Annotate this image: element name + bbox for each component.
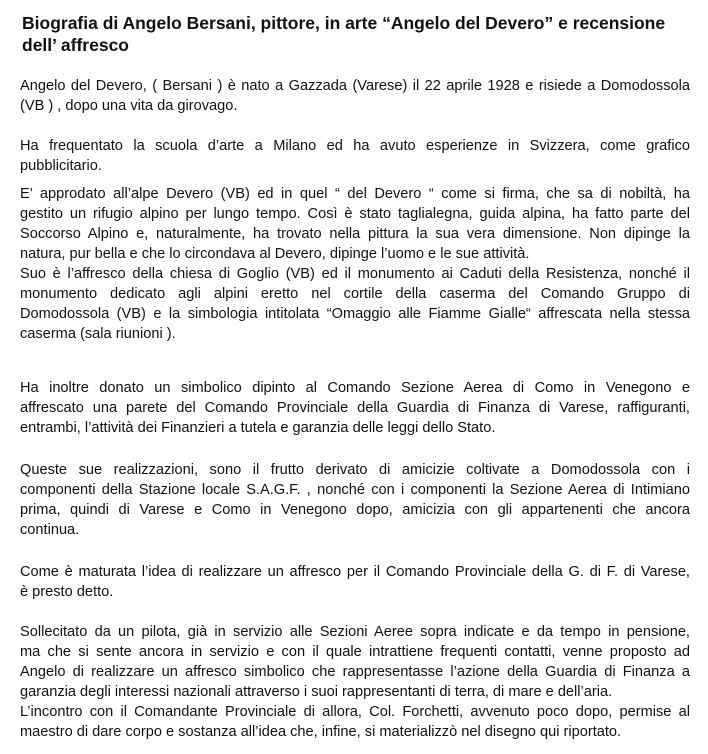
text-line: Queste sue realizzazioni, sono il frutto derivato di amicizie coltivate a Domodossola con i	[20, 462, 690, 478]
text-line: continua.	[20, 522, 80, 538]
text-line: Come è maturata l’idea di realizzare un affresco per il Comando Provinciale della G. di F. di Varese,	[20, 564, 690, 580]
paragraph-commission	[20, 622, 690, 742]
text-line: L’incontro con il Comandante Provinciale di allora, Col. Forchetti, avvenuto poco dopo, permise al	[20, 704, 690, 720]
text-line: componenti della Stazione locale S.A.G.F. , nonché con i componenti la Sezione Aerea di Intimiano	[20, 482, 690, 498]
text-line: Ha inoltre donato un simbolico dipinto al Comando Sezione Aerea di Como in Venegono e	[20, 380, 690, 396]
text-line: Domodossola (VB) e la simbologia intitolata “Omaggio alle Fiamme Gialle“ affrescata nella stessa	[20, 306, 690, 322]
text-line: entrambi, l’attività dei Finanzieri a tutela e garanzia delle leggi dello Stato.	[20, 420, 496, 436]
text-line: natura, pur bella e che lo circondava al Devero, dipinge l’uomo e le sue attività.	[20, 246, 530, 262]
text-line: è presto detto.	[20, 584, 114, 600]
text-line: prima, quindi di Varese e Como in Venegono dopo, amicizia con gli appartenenti che ancora	[20, 502, 690, 518]
text-line: gestito un rifugio alpino per lungo tempo. Così è stato taglialegna, guida alpina, ha fatto parte del	[20, 206, 690, 222]
text-line: monumento dedicato agli alpini eretto nel cortile della caserma del Comando Gruppo di	[20, 286, 690, 302]
text-line: (VB ) , dopo una vita da girovago.	[20, 98, 238, 114]
text-line: maestro di dare corpo e sostanza all’idea che, infine, si materializzò nel disegno qui riportato.	[20, 724, 622, 740]
text-line: garanzia degli interessi nazionali attraverso i suoi rappresentanti di terra, di mare e dell’aria.	[20, 684, 613, 700]
text-line: Suo è l’affresco della chiesa di Goglio (VB) ed il monumento ai Caduti della Resistenza, nonché il	[20, 266, 690, 282]
text-line: E’ approdato all’alpe Devero (VB) ed in quel “ del Devero “ come si firma, che sa di nobiltà, ha	[20, 186, 690, 202]
title-line: Biografia di Angelo Bersani, pittore, in arte “Angelo del Devero” e recensione	[22, 13, 666, 33]
text-line: Angelo del Devero, ( Bersani ) è nato a Gazzada (Varese) il 22 aprile 1928 e risiede a Domodossola	[20, 78, 690, 94]
text-line: Ha frequentato la scuola d’arte a Milano ed ha avuto esperienze in Svizzera, come grafico	[20, 138, 690, 154]
paragraph-birth	[20, 76, 690, 116]
paragraph-devero	[20, 184, 690, 344]
text-line: Angelo di realizzare un affresco simbolico che rappresentasse l’azione della Guardia di Finanza a	[20, 664, 690, 680]
text-line: Soccorso Alpino e, naturalmente, ha trovato nella pittura la sua vera dimensione. Non dipinge la	[20, 226, 690, 242]
text-line: pubblicitario.	[20, 158, 102, 174]
text-line: Sollecitato da un pilota, già in servizio alle Sezioni Aeree sopra indicate e da tempo in pensione,	[20, 624, 690, 640]
paragraph-donations	[20, 378, 690, 438]
title-line: dell’ affresco	[22, 35, 129, 55]
document-title	[22, 12, 682, 56]
paragraph-friendships	[20, 460, 690, 540]
text-line: affrescato una parete del Comando Provinciale della Guardia di Finanza di Varese, raffiguranti,	[20, 400, 690, 416]
paragraph-education	[20, 136, 690, 176]
text-line: caserma (sala riunioni ).	[20, 326, 176, 342]
paragraph-idea	[20, 562, 690, 602]
text-line: ma che si sente ancora in servizio e con il quale intrattiene frequenti contatti, venne proposto ad	[20, 644, 690, 660]
